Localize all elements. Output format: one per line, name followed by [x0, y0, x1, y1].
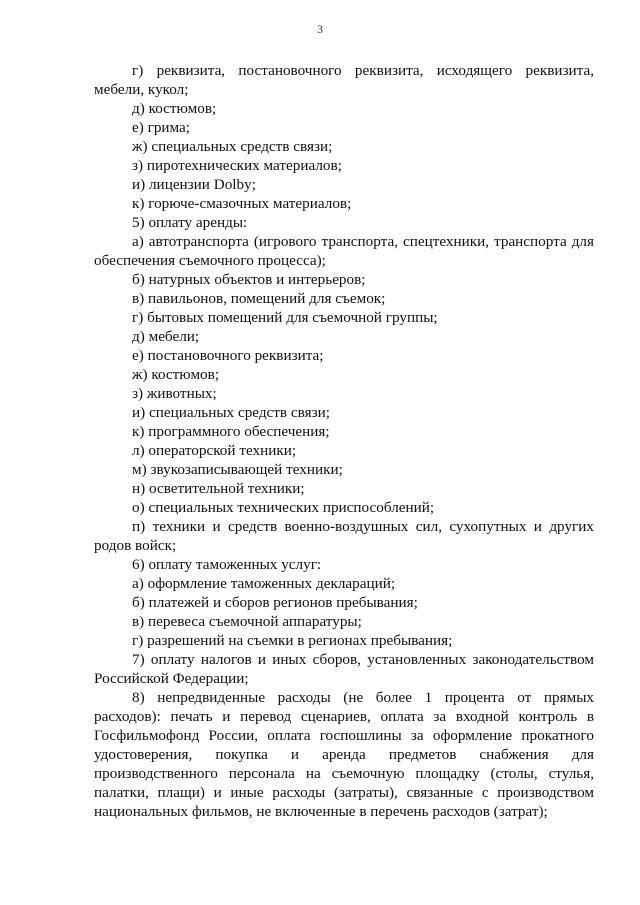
paragraph: и) специальных средств связи;	[132, 404, 330, 421]
paragraph: к) горюче-смазочных материалов;	[132, 195, 352, 212]
paragraph: о) специальных технических приспособлений;	[132, 499, 435, 516]
paragraph: в) перевеса съемочной аппаратуры;	[132, 613, 362, 630]
paragraph: г) бытовых помещений для съемочной группы;	[132, 309, 438, 326]
paragraph: в) павильонов, помещений для съемок;	[132, 290, 386, 307]
page-number: 3	[317, 22, 323, 36]
document-body	[94, 61, 594, 821]
paragraph: 8) непредвиденные расходы (не более 1 процента от прямых расходов): печать и перевод сценариев, оплата за входной контроль в Госфильмофонд России, оплата госпошлины за оформление прокатного удостоверения, покупка и аренда предметов снабжения для производственного персонала на съемочную площадку (столы, стулья, палатки, плащи) и иные расходы (затраты), связанные с производством национальных фильмов, не включенные в перечень расходов (затрат);	[94, 689, 594, 820]
paragraph: и) лицензии Dolby;	[132, 176, 256, 193]
paragraph: ж) специальных средств связи;	[132, 138, 333, 155]
paragraph: а) оформление таможенных деклараций;	[132, 575, 396, 592]
paragraph: е) грима;	[132, 119, 191, 136]
paragraph: д) костюмов;	[132, 100, 217, 117]
paragraph: м) звукозаписывающей техники;	[132, 461, 343, 478]
paragraph: б) платежей и сборов регионов пребывания;	[132, 594, 418, 611]
paragraph: а) автотранспорта (игрового транспорта, спецтехники, транспорта для обеспечения съемочного процесса);	[94, 233, 594, 269]
paragraph: л) операторской техники;	[132, 442, 297, 459]
paragraph: ж) костюмов;	[132, 366, 220, 383]
paragraph: к) программного обеспечения;	[132, 423, 330, 440]
paragraph: г) реквизита, постановочного реквизита, исходящего реквизита, мебели, кукол;	[94, 62, 594, 98]
paragraph: з) животных;	[132, 385, 217, 402]
paragraph: д) мебели;	[132, 328, 200, 345]
paragraph: б) натурных объектов и интерьеров;	[132, 271, 366, 288]
paragraph: 6) оплату таможенных услуг:	[132, 556, 322, 573]
paragraph: е) постановочного реквизита;	[132, 347, 324, 364]
paragraph: 5) оплату аренды:	[132, 214, 248, 231]
paragraph: з) пиротехнических материалов;	[132, 157, 342, 174]
paragraph: г) разрешений на съемки в регионах пребывания;	[132, 632, 453, 649]
paragraph: п) техники и средств военно-воздушных сил, сухопутных и других родов войск;	[94, 518, 594, 554]
paragraph: 7) оплату налогов и иных сборов, установленных законодательством Российской Федерации;	[94, 651, 594, 687]
paragraph: н) осветительной техники;	[132, 480, 305, 497]
